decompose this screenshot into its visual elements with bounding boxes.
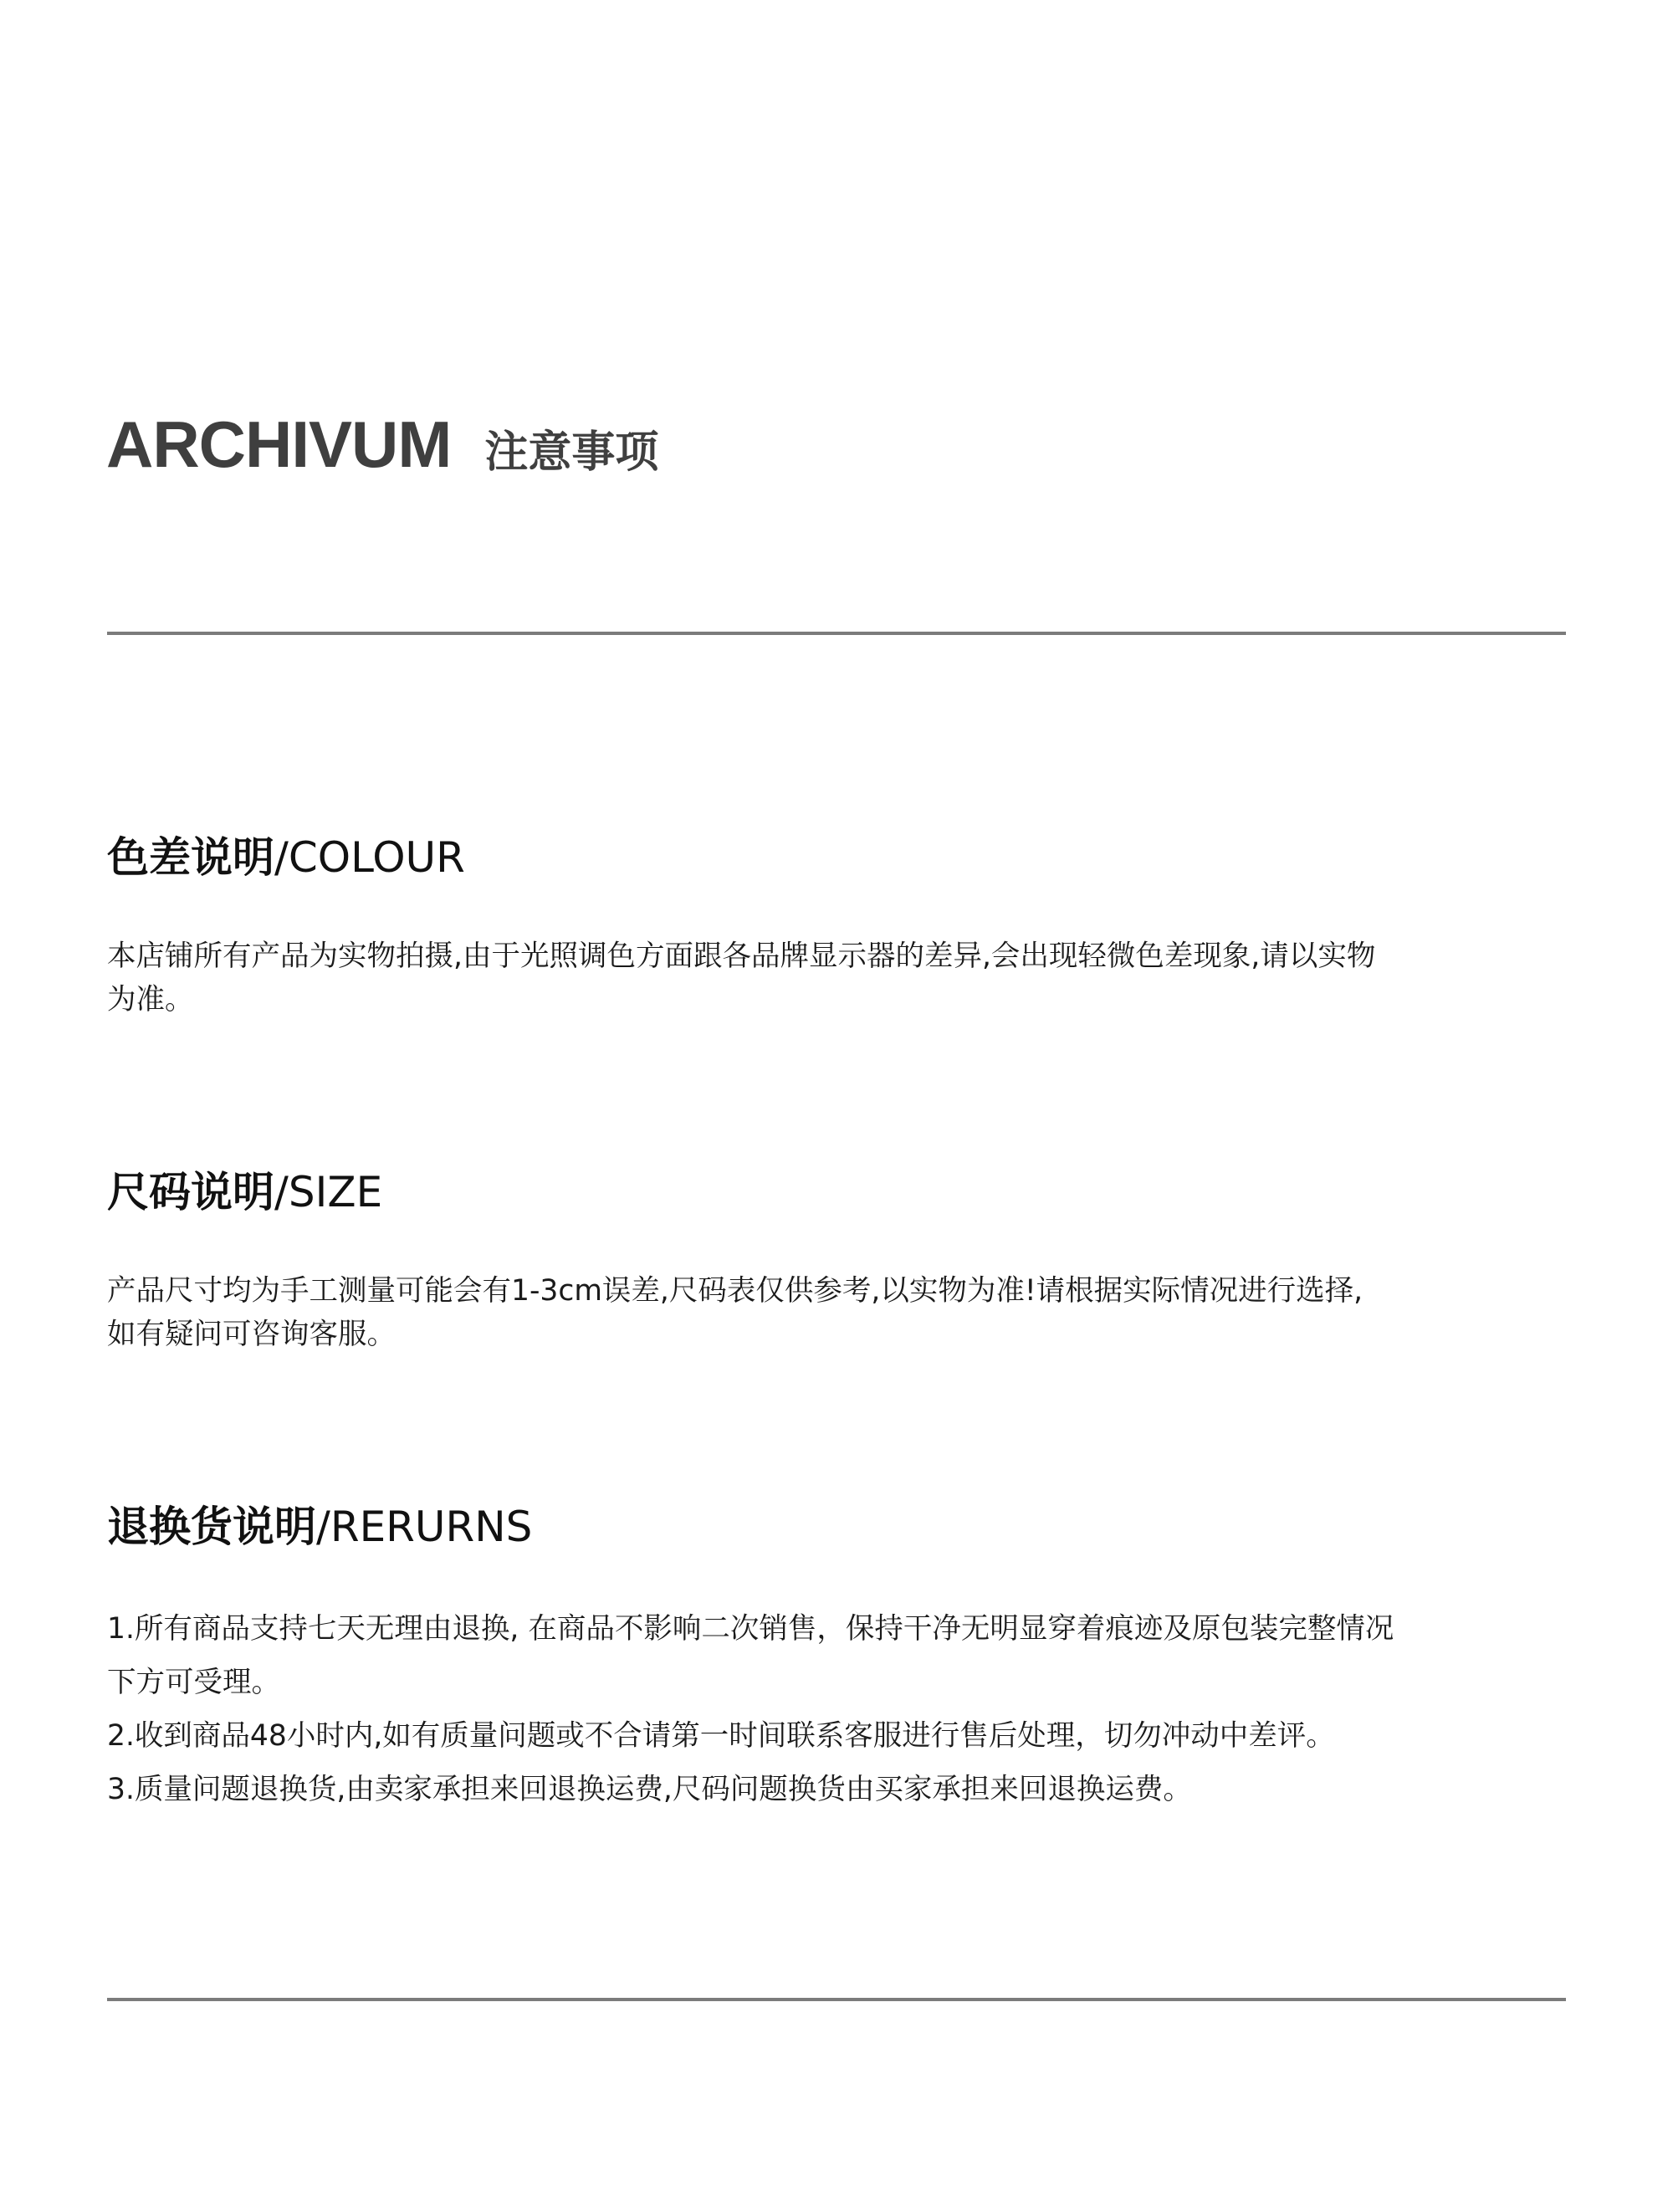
brand-logo-text: ARCHIVUM bbox=[106, 407, 452, 481]
returns-title-zh: 退换货说明 bbox=[107, 1503, 316, 1551]
colour-section-title bbox=[107, 832, 1563, 883]
page-header bbox=[106, 407, 659, 481]
returns-section-title bbox=[107, 1502, 1563, 1552]
size-text-line: 产品尺寸均为手工测量可能会有1-3cm误差,尺码表仅供参考,以实物为准!请根据实际情况进行选择, bbox=[107, 1274, 1363, 1308]
colour-title-en: /COLOUR bbox=[274, 833, 465, 882]
returns-section bbox=[107, 1502, 1563, 1816]
returns-item: 3.质量问题退换货,由卖家承担来回退换运费,尺码问题换货由买家承担来回退换运费。 bbox=[107, 1773, 1192, 1806]
size-title-en: /SIZE bbox=[274, 1168, 383, 1216]
returns-item: 下方可受理。 bbox=[107, 1666, 280, 1699]
returns-item: 2.收到商品48小时内,如有质量问题或不合请第一时间联系客服进行售后处理，切勿冲动中差评。 bbox=[107, 1719, 1335, 1753]
returns-item: 1.所有商品支持七天无理由退换, 在商品不影响二次销售，保持干净无明显穿着痕迹及原包装完整情况 bbox=[107, 1612, 1394, 1646]
returns-title-en: /RERURNS bbox=[316, 1503, 533, 1551]
top-divider bbox=[107, 632, 1566, 635]
colour-text bbox=[107, 934, 1563, 1022]
returns-list bbox=[107, 1602, 1563, 1816]
size-text bbox=[107, 1269, 1563, 1356]
colour-text-line: 本店铺所有产品为实物拍摄,由于光照调色方面跟各品牌显示器的差异,会出现轻微色差现象,请以实物 bbox=[107, 940, 1376, 973]
size-text-line: 如有疑问可咨询客服。 bbox=[107, 1318, 396, 1351]
colour-text-line: 为准。 bbox=[107, 983, 194, 1016]
size-title-zh: 尺码说明 bbox=[107, 1168, 274, 1216]
size-section bbox=[107, 1167, 1563, 1356]
header-subtitle: 注意事项 bbox=[484, 428, 659, 478]
bottom-divider bbox=[107, 1998, 1566, 2001]
size-section-title bbox=[107, 1167, 1563, 1217]
colour-section bbox=[107, 832, 1563, 1022]
colour-title-zh: 色差说明 bbox=[107, 833, 274, 882]
